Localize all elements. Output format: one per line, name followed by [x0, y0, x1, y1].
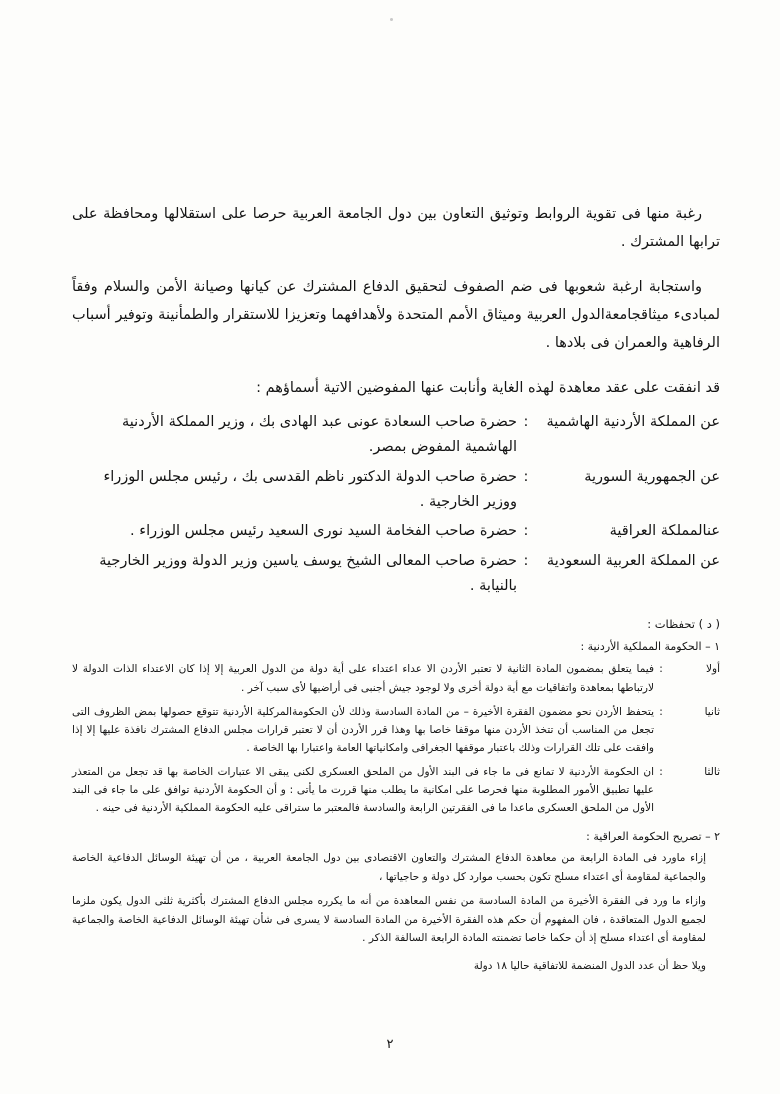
signatory-state: عن المملكة العربية السعودية	[546, 552, 720, 569]
signatory-colon: :	[523, 413, 529, 430]
signatory-colon: :	[523, 468, 529, 485]
section-1-number: ١ –	[705, 639, 720, 653]
signatory-state: عن المملكة الأردنية الهاشمية	[546, 413, 720, 430]
signatories-intro: قد انفقت على عقد معاهدة لهذه الغاية وأنابت عنها المفوضين الاتية أسماؤهم :	[256, 380, 720, 397]
section-2-body	[72, 849, 720, 975]
page-number: ٢	[386, 1037, 394, 1052]
reservations-title: ( د ) تحفظات :	[647, 616, 720, 631]
section-2-number: ٢ –	[705, 829, 720, 843]
section-1-title: الحكومة المملكية الأردنية :	[580, 639, 702, 653]
signatory-person: حضرة صاحب المعالى الشيخ يوسف ياسين وزير الدولة ووزير الخارجية بالنيابة .	[99, 552, 517, 595]
table-row	[72, 464, 720, 519]
signatory-state: عن الجمهورية السورية	[584, 468, 720, 485]
document-body	[72, 200, 720, 976]
clause-label: أولا	[706, 663, 720, 676]
paragraph-1: رغبة منها فى تقوية الروابط وتوثيق التعاون بين دول الجامعة العربية حرصا على استقلالها ومحافظة على ترابها المشترك .	[72, 206, 720, 251]
clause-colon: :	[659, 663, 663, 676]
table-row	[72, 659, 720, 701]
clause-text: يتحفظ الأردن نحو مضمون الفقرة الأخيرة – من المادة السادسة وذلك لأن الحكومةالمركلية الأردنية تتوقع حصولها بمض الظروف التى تجعل من المناسب أن تتخذ الأردن منها موقفا خاصا بها وهذا قرر الأردن أن لا تعتبر قرارات مجلس الدفاع المشترك نافذة عليها إلا إذا وافقت على تلك القرارات وذلك باعتبار موقفها الجغرافى وامكانياتها العامة واعتبارا بها الخاصة .	[72, 705, 654, 754]
signatories-table	[72, 409, 720, 603]
clause-text: ان الحكومة الأردنية لا تمانع فى ما جاء فى البند الأول من الملحق العسكرى لكنى يبقى الا عتبارات الخاصة بها قد تجعل من المتعذر عليها تطبيق الأمور المطلوبة منها فحرصا على امكانية ما يطلب منها قررت ما يأتى : و أن الحكومة الأردنية توافق على ما جاء فى البند الأول من الملحق العسكرى ماعدا ما فى الفقرتين الرابعة والسادسة فالمعتبر ما ستراقى عليه الحكومة المملكية الأردنية فى حينه .	[72, 765, 654, 814]
table-row	[72, 702, 720, 762]
signatory-person: حضرة صاحب السعادة عونى عبد الهادى بك ، وزير المملكة الأردنية الهاشمية المفوض بمصر.	[122, 413, 517, 456]
table-row	[72, 409, 720, 464]
signatory-colon: :	[523, 523, 529, 540]
clause-colon: :	[659, 765, 663, 778]
paragraph-2: واستجابة ارغبة شعوبها فى ضم الصفوف لتحقيق الدفاع المشترك عن كيانها وصيانة الأمن والسلام وفقاً لمبادىء ميثاقجامعةالدول العربية وميثاق الأمم المتحدة ولأهدافهما وتعزيزا للاستقرار والطمأنينة وتوفير أسباب الرفاهية والعمران فى بلادها .	[72, 278, 720, 352]
section-1-clauses	[72, 659, 720, 821]
clause-label: ثالثا	[704, 765, 720, 778]
section-2-paragraph-1: إزاء ماورد فى المادة الرابعة من معاهدة الدفاع المشترك والتعاون الاقتصادى بين دول الجامعة العربية ، من أن تهيئة الوسائل الدفاعية الخاصة والجماعية لمقاومة أى اعتداء مسلح تكون بحسب موارد كل دولة و حاجياتها ،	[72, 852, 706, 884]
signatory-person: حضرة صاحب الدولة الدكتور ناظم القدسى بك ، رئيس مجلس الوزراء ووزير الخارجية .	[103, 468, 517, 510]
section-1-heading	[72, 638, 720, 656]
page-top-mark	[390, 18, 393, 21]
signatory-colon: :	[523, 552, 529, 569]
clause-text: فيما يتعلق بمضمون المادة الثانية لا تعتبر الأردن الا عداء اعتداء على أية دولة من الدول العربية إلا إذا كان الاعتداء الذات الدولة لا لارتباطها بمعاهدة واتفاقيات مع أية دولة أخرى ولا لوجود جيش أجنبى فى أراضيها لأى سبب آخر .	[72, 663, 654, 694]
section-2-heading	[72, 828, 720, 846]
section-2-title: تصريح الحكومة العراقية :	[586, 829, 702, 843]
section-2-note: ويلا حظ أن عدد الدول المنضمة للاتفاقية حاليا ١٨ دولة	[473, 959, 706, 972]
clause-colon: :	[659, 705, 663, 718]
signatory-person: حضرة صاحب الفخامة السيد نورى السعيد رئيس مجلس الوزراء .	[130, 523, 517, 540]
section-2-paragraph-2: وازاء ما ورد فى الفقرة الأخيرة من المادة السادسة من نفس المعاهدة من أنه ما يكرره مجلس الدفاع المشترك بأكثرية ثلثى الدول يكون ملزما لجميع الدول المتعاقدة ، فان المفهوم أن حكم هذه الفقرة الأخيرة من المادة السادسة لا يسرى فى شأن تهيئة الوسائل الدفاعية الخاصة والجماعية لمقاومة أى اعتداء مسلح إذ أن حكما خاصا تضمنته المادة الرابعة السالفة الذكر .	[72, 894, 706, 945]
table-row	[72, 518, 720, 547]
table-row	[72, 548, 720, 603]
clause-label: ثانيا	[704, 705, 720, 718]
signatory-state: عنالمملكة العراقية	[609, 523, 720, 540]
table-row	[72, 762, 720, 822]
